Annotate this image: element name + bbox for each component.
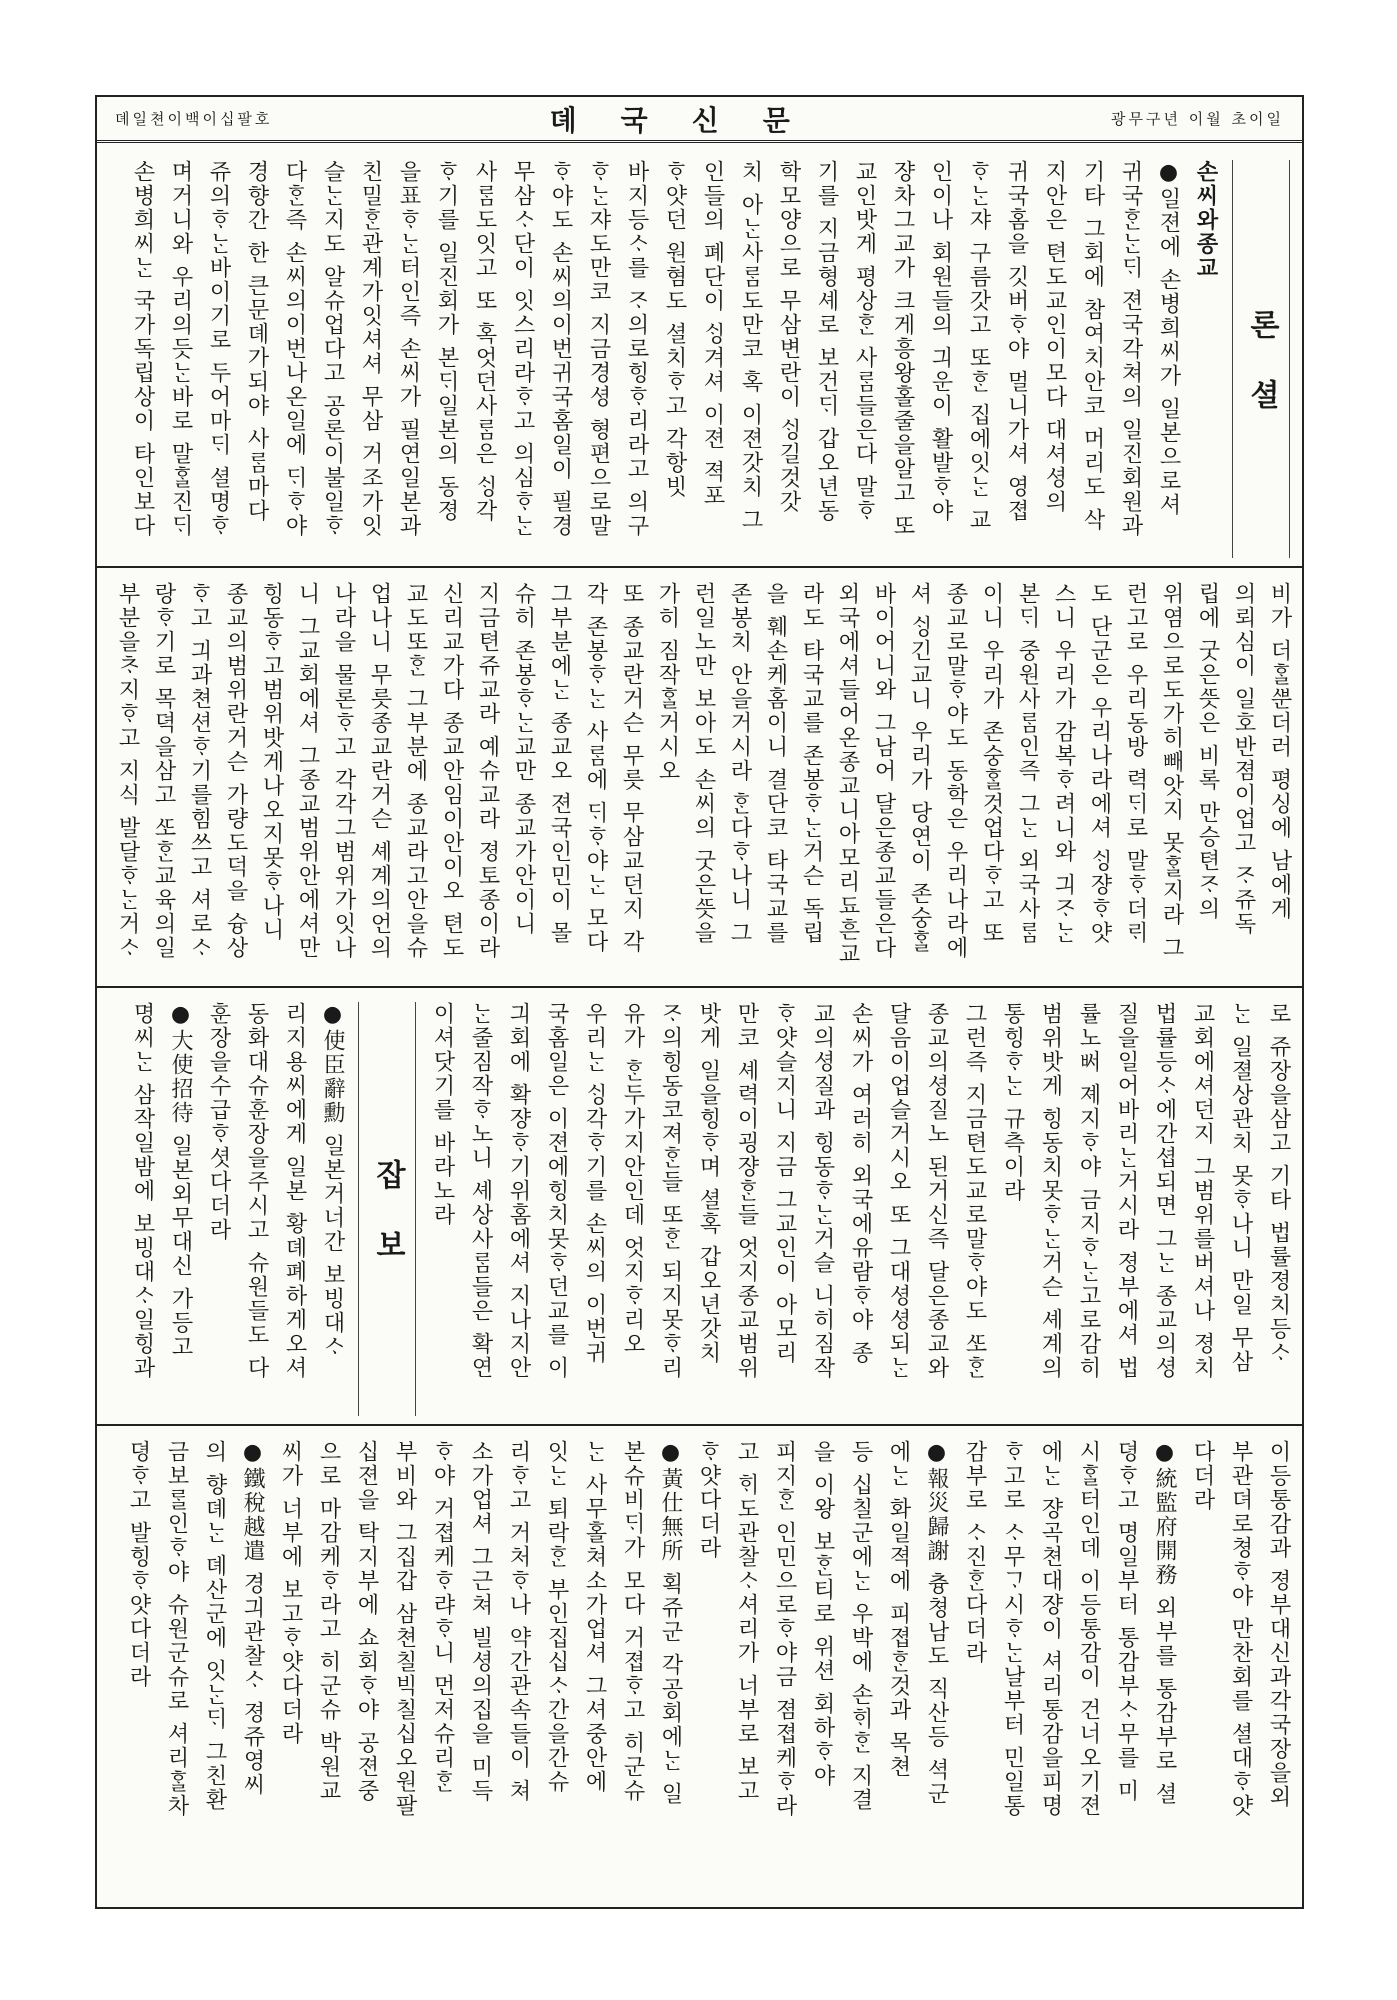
editorial-text-column: 긔회에 확쟝ᄒᆞ기위홈에셔 지나지안 — [506, 1002, 531, 1380]
editorial-text-column: 랑ᄒᆞ기로 목뎍을삼고 ᄯᅩᄒᆞᆫ교육의일 — [151, 582, 176, 960]
editorial-text-column: 존봉치 안을거시라 ᄒᆞᆫ다ᄒᆞ나니 그 — [727, 582, 752, 945]
news-text-column: 다더라 — [1190, 1440, 1215, 1512]
news-text-column: 에ᄂᆞᆫ 쟝곡쳔대쟝이 셔리통감을피명 — [1038, 1440, 1063, 1818]
editorial-text-column: 외국에셔들어온종교니아모리됴흔교 — [835, 582, 860, 966]
editorial-text-column: 률노ᄡᅥ 졔지ᄒᆞ야 금지ᄒᆞᄂᆞᆫ고로감히 — [1076, 1002, 1101, 1380]
editorial-text-column: 슈히 존봉ᄒᆞᄂᆞᆫ교만 종교가안이니 — [511, 582, 536, 936]
editorial-text-column: 그부분에ᄂᆞᆫ 종교오 젼국인민이 몰 — [547, 582, 572, 945]
editorial-text-column: 손씨가 여러히 외국에유람ᄒᆞ야 종 — [848, 1002, 873, 1365]
news-text-column: 이등통감과 졍부대신과각국장을외 — [1266, 1440, 1291, 1809]
editorial-text-column: ᄒᆞᄂᆞᆫ쟈 구름갓고 또ᄒᆞᆫ 집에잇ᄂᆞᆫ 교 — [966, 160, 991, 532]
editorial-text-column: 종교의범위란거슨 가량도덕을 슝상 — [223, 582, 248, 960]
date-line: 광무구년 이월 초이일 — [1111, 110, 1284, 128]
news-text-column: 본슈비ᄃᆡ가 모다 거졉ᄒᆞ고 히군슈 — [620, 1440, 645, 1803]
news-text-column: ●使臣辭勳 일본거너간 보빙대ᄉᆞ — [320, 1002, 345, 1359]
editorial-text-column: 우리ᄂᆞᆫ ᄉᆡᆼ각ᄒᆞ기를 손씨의 이번귀 — [582, 1002, 607, 1365]
editorial-text-column: 귀국ᄒᆞᆫᄂᆞᆫᄃᆡ 젼국각쳐의 일진회원과 — [1118, 160, 1143, 538]
editorial-text-column: 부분을ᄎᆞ지ᄒᆞ고 지식 발달ᄒᆞᄂᆞᆫ거ᄉᆞ — [115, 582, 140, 960]
issue-line: 뎨일쳔이백이십팔호 — [115, 110, 273, 128]
editorial-text-column: 인이나 회원들의 긔운이 활발ᄒᆞ야 — [928, 160, 953, 523]
editorial-text-column: ᄒᆞᄂᆞᆫ쟈도만코 지금경셩 형편으로말 — [586, 160, 611, 538]
editorial-text-column: 립에 굿은ᄯᅳᆺ은 비록 만승텬ᄌᆞ의 — [1195, 582, 1220, 921]
news-text-column: 명씨ᄂᆞᆫ 삼작일밤에 보빙대ᄉᆞ일힝과 — [130, 1002, 155, 1380]
editorial-text-column: 도 단군은 우리나라에셔 ᄉᆡᆼ쟝ᄒᆞ얏 — [1087, 582, 1112, 945]
editorial-text-column: 종교의셩질노 된거신즉 달은종교와 — [924, 1002, 949, 1380]
editorial-text-column: 범위밧게 힝동치못ᄒᆞᄂᆞᆫ거슨 셰계의 — [1038, 1002, 1063, 1380]
editorial-text-column: 교도또ᄒᆞᆫ 그부분에 종교라고안을슈 — [403, 582, 428, 960]
editorial-text-column: 런고로 우리동방 력ᄃᆡ로 말ᄒᆞ더ᄅᆡ — [1123, 582, 1148, 945]
editorial-text-column: 슬ᄂᆞᆫ지도 알슈업다고 공론이불일ᄒᆞ — [320, 160, 345, 538]
editorial-text-column: 기를 지금형셰로 보건ᄃᆡ 갑오년동 — [814, 160, 839, 523]
news-text-column: 등 십칠군에ᄂᆞᆫ 우박에 손ᄒᆡᄒᆞᆫ 지결 — [848, 1440, 873, 1812]
editorial-text-column: 기타 그회에 참여치안코 머리도 삭 — [1080, 160, 1105, 532]
editorial-text-column: 통힝ᄒᆞᄂᆞᆫ 규측이라 — [1000, 1002, 1025, 1203]
editorial-text-column: 가히 짐작ᄒᆞᆯ거시오 — [655, 582, 680, 783]
editorial-text-column: ●일젼에 손병희씨가 일본으로셔 — [1156, 160, 1181, 517]
news-text-column: 피지ᄒᆞᆫ 인민으로ᄒᆞ야금 졈졉케ᄒᆞ라 — [772, 1440, 797, 1818]
editorial-text-column: 유가 ᄒᆞᆫ두가지안인데 엇지ᄒᆞ리오 — [620, 1002, 645, 1356]
editorial-subtitle: 손씨와종교 — [1193, 160, 1219, 280]
editorial-text-column: 런일노만 보아도 손씨의 굿은ᄯᅳᆺ을 — [691, 582, 716, 945]
news-text-column: 부관뎌로쳥ᄒᆞ야 만찬회를 셜대ᄒᆞ얏 — [1228, 1440, 1253, 1818]
editorial-text-column: 스니 우리가 감복ᄒᆞ려니와 긔ᄌᆞᄂᆞᆫ — [1051, 582, 1076, 945]
editorial-text-column: 쟝차그교가 크게흥왕홀줄을알고 또 — [890, 160, 915, 538]
news-text-column: 감부로 ᄉᆞ진ᄒᆞᆫ다더라 — [962, 1440, 987, 1665]
news-text-column: 리ᄒᆞ고 거처ᄒᆞ나 약간관속들이 쳐 — [506, 1440, 531, 1803]
news-text-column: 으로 마감케ᄒᆞ라고 히군슈 박원교 — [316, 1440, 341, 1803]
news-text-column: 부비와 그집갑 삼쳔칠빅칠십오원팔 — [392, 1440, 417, 1818]
editorial-text-column: 지안은 텬도교인이모다 대셔셩의 — [1042, 160, 1067, 514]
editorial-text-column: 손병희씨ᄂᆞᆫ 국가독립상이 타인보다 — [130, 160, 155, 538]
news-text-column: ●大使招待 일본외무대신 가등고 — [168, 1002, 193, 1359]
editorial-text-column: 며거니와 우리의듯ᄂᆞᆫ바로 말ᄒᆞᆯ진ᄃᆡ — [168, 160, 193, 538]
editorial-text-column: 바지등ᄉᆞ를 ᄌᆞ의로힝ᄒᆞ리라고 의구 — [624, 160, 649, 538]
editorial-text-column: 의뢰심이 일호반졈이업고 ᄌᆞ쥬독 — [1231, 582, 1256, 936]
editorial-text-column: 이셔닷기를 바라노라 — [430, 1002, 455, 1227]
news-text-column: 뎡ᄒᆞ고 명일부터 통감부ᄉᆞ무를 미 — [1114, 1440, 1139, 1803]
editorial-text-column: 을 훼손케홈이니 결단코 타국교를 — [763, 582, 788, 945]
editorial-text-column: 교회에셔던지 그범위를버셔나 졍치 — [1190, 1002, 1215, 1380]
editorial-text-column: 치 아ᄂᆞᆫ사ᄅᆞᆷ도만코 혹 이젼갓치 그 — [738, 160, 763, 532]
news-text-column: ●報災歸謝 츙쳥남도 직산등 셕군 — [924, 1440, 949, 1806]
news-text-column: 소가업셔 그근쳐 빌셩의집을 미득 — [468, 1440, 493, 1803]
news-text-column: ᄒᆞ야 거졉케ᄒᆞ랴ᄒᆞ니 먼저슈리ᄒᆞᆫ — [430, 1440, 455, 1794]
editorial-text-column: 경향간 한 큰문뎨가되야 사ᄅᆞᆷ마다 — [244, 160, 269, 523]
editorial-text-column: 니 그교회에셔 그종교범위안에셔만 — [295, 582, 320, 960]
editorial-text-column: 국홈일은 이젼에힝치못ᄒᆞ던교를 이 — [544, 1002, 569, 1380]
editorial-text-column: ᄒᆞ야도 손씨의이번귀국홈일이 필경 — [548, 160, 573, 538]
news-text-column: 뎡ᄒᆞ고 발힝ᄒᆞ얏다더라 — [126, 1440, 151, 1689]
editorial-text-column: 밧게 일을힝ᄒᆞ며 셜혹 갑오년갓치 — [696, 1002, 721, 1365]
editorial-text-column: 업나니 무릇종교란거슨 셰계의언의 — [367, 582, 392, 960]
news-text-column: 금보ᄅᆞᆯ인ᄒᆞ야 슈원군슈로 셔리ᄒᆞᆯ차 — [164, 1440, 189, 1818]
news-text-column: ●鐵稅越遣 경긔관찰ᄉᆞ 졍쥬영씨 — [240, 1440, 265, 1797]
editorial-text-column: ᄌᆞ의힝동코져ᄒᆞᆫ들 또ᄒᆞᆫ 되지못ᄒᆞ리 — [658, 1002, 683, 1380]
editorial-text-column: 법률등ᄉᆞ에간셥되면 그ᄂᆞᆫ 종교의셩 — [1152, 1002, 1177, 1380]
editorial-text-column: ᄒᆞ얏슬지니 지금 그교인이 아모리 — [772, 1002, 797, 1365]
editorial-text-column: 또 종교란거슨 무릇 무삼교던지 각 — [619, 582, 644, 954]
news-text-column: 리지용씨에게 일본 황뎨폐하게오셔 — [282, 1002, 307, 1380]
editorial-text-column: ᄒᆞ기를 일진회가 본ᄃᆡ일본의 동졍 — [434, 160, 459, 523]
news-text-column: ●統監府開務 외부를 통감부로 셜 — [1152, 1440, 1177, 1806]
editorial-continued-section — [97, 568, 1302, 988]
editorial-text-column: ᄒᆞ고 긔과쳔션ᄒᆞ기를힘쓰고 셔로ᄉᆞ — [187, 582, 212, 960]
news-text-column: 시ᄒᆞᆯ터인데 이등통감이 건너오기젼 — [1076, 1440, 1101, 1818]
newspaper-page — [95, 95, 1304, 1909]
editorial-section — [97, 146, 1302, 568]
editorial-heading: 론셜 — [1232, 160, 1290, 558]
news-text-column: ᄒᆞ고로 ᄉᆞ무ᄀᆞ시ᄒᆞᄂᆞᆫ날부터 민일통 — [1000, 1440, 1025, 1818]
editorial-text-column: 본ᄃᆡ 중원사ᄅᆞᆷ인즉 그ᄂᆞᆫ 외국사ᄅᆞᆷ — [1015, 582, 1040, 945]
news-text-column: 십젼을 탁지부에 쇼회ᄒᆞ야 공젼중 — [354, 1440, 379, 1803]
newspaper-title: 뎨국신문 — [549, 103, 834, 137]
editorial-text-column: 각 존봉ᄒᆞᄂᆞᆫ 사ᄅᆞᆷ에 ᄃᆡᄒᆞ야ᄂᆞᆫ 모다 — [583, 582, 608, 954]
editorial-text-column: 지금텬쥬교라 예슈교라 졍토종이라 — [475, 582, 500, 960]
editorial-text-column: ᄂᆞᆫ줄짐작ᄒᆞ노니 셰상사ᄅᆞᆷ들은 확연 — [468, 1002, 493, 1380]
editorial-text-column: 이니 우리가 존숭ᄒᆞᆯ것업다ᄒᆞ고 또 — [979, 582, 1004, 945]
editorial-text-column: 교인밧게 평상ᄒᆞᆫ 사ᄅᆞᆷ들은다 말ᄒᆞ — [852, 160, 877, 523]
news-text-column: 에ᄂᆞᆫ 화일젹에 피졉ᄒᆞᆫ것과 목쳔 — [886, 1440, 911, 1779]
news-heading: 잡보 — [358, 1002, 416, 1416]
news-text-column: 고 ᄒᆡ도관찰ᄉᆞ셔리가 너부로 보고 — [734, 1440, 759, 1803]
editorial-text-column: 만코 셰력이굉쟝ᄒᆞᆫ들 엇지종교범위 — [734, 1002, 759, 1380]
editorial-text-column: 사ᄅᆞᆷ도잇고 또 혹엇던사ᄅᆞᆷ은 ᄉᆡᆼ각 — [472, 160, 497, 523]
editorial-text-column: 친밀ᄒᆞᆫ관계가잇셔셔 무삼 거조가잇 — [358, 160, 383, 538]
editorial-text-column: ᄂᆞᆫ 일졀상관치 못ᄒᆞ나니 만일 무삼 — [1228, 1002, 1253, 1374]
news-text-column: 훈장을수급ᄒᆞ셧다더라 — [206, 1002, 231, 1242]
news-text-column: 의 향뎨ᄂᆞᆫ 뎨산군에 잇ᄂᆞᆫᄃᆡ 그친환 — [202, 1440, 227, 1812]
news-text-column: ᄂᆞᆫ 사무홀쳐소가업셔 그셔중안에 — [582, 1440, 607, 1794]
editorial-text-column: 바이어니와 그남어 달은종교들은다 — [871, 582, 896, 960]
editorial-text-column: 학모양으로 무삼변란이 ᄉᆡᆼ길것갓 — [776, 160, 801, 514]
news-text-column: ᄒᆞ얏다더라 — [696, 1440, 721, 1560]
editorial-text-column: 로 쥬장을삼고 기타 법률졍치등ᄉᆞ — [1266, 1002, 1291, 1365]
editorial-text-column: 종교로말ᄒᆞ야도 동학은 우리나라에 — [943, 582, 968, 960]
editorial-text-column: 위염으로도가히빼앗지 못ᄒᆞᆯ지라 그 — [1159, 582, 1184, 960]
editorial-text-column: 비가 더ᄒᆞᆯᄲᅮᆫ더러 평싱에 남에게 — [1267, 582, 1292, 921]
editorial-text-column: 라도 타국교를 존봉ᄒᆞᄂᆞᆫ거슨 독립 — [799, 582, 824, 945]
editorial-text-column: 그런즉 지금텬도교로말ᄒᆞ야도 ᄯᅩᄒᆞᆫ — [962, 1002, 987, 1380]
editorial-text-column: 교의셩질과 힝동ᄒᆞᄂᆞᆫ거슬 니히짐작 — [810, 1002, 835, 1380]
editorial-text-column: 나라을 물론ᄒᆞ고 각각그범위가잇나 — [331, 582, 356, 960]
editorial-text-column: 인들의 폐단이 ᄉᆡᆼ겨셔 이젼 젹포 — [700, 160, 725, 508]
editorial-text-column: 신리교가다 종교안임이안이오 텬도 — [439, 582, 464, 960]
news-text-column: 잇ᄂᆞᆫ 퇴락ᄒᆞᆫ 부인집십ᄉᆞ간을간슈 — [544, 1440, 569, 1794]
editorial-text-column: 질을일어바리ᄂᆞᆫ거시라 졍부에셔 법 — [1114, 1002, 1139, 1380]
editorial-text-column: 귀국홈을 깃버ᄒᆞ야 멀니가셔 영졉 — [1004, 160, 1029, 523]
news-text-column: 을 이왕 보ᄒᆞᆫ티로 위션 회하ᄒᆞ야 — [810, 1440, 835, 1788]
editorial-text-column: 을표ᄒᆞᄂᆞᆫ터인즉 손씨가 필연일본과 — [396, 160, 421, 538]
news-text-column: 씨가 너부에 보고ᄒᆞ얏다더라 — [278, 1440, 303, 1746]
masthead — [97, 97, 1302, 143]
editorial-text-column: 무삼ᄉᆞ단이 잇스리라ᄒᆞ고 의심ᄒᆞᄂᆞᆫ — [510, 160, 535, 538]
editorial-text-column: 셔 ᄉᆡᆼ긴교니 우리가 당연이 존숭ᄒᆞᆯ — [907, 582, 932, 954]
editorial-text-column: 쥬의ᄒᆞᄂᆞᆫ바이기로 두어마ᄃᆡ 셜명ᄒᆞ — [206, 160, 231, 538]
editorial-text-column: 다ᄒᆞᆫ즉 손씨의이번나온일에 ᄃᆡᄒᆞ야 — [282, 160, 307, 538]
editorial-end-and-news-section — [97, 988, 1302, 1426]
news-section — [97, 1426, 1302, 1905]
editorial-text-column: 힝동ᄒᆞ고범위밧게나오지못ᄒᆞ나니 — [259, 582, 284, 942]
news-text-column: 동화대슈훈장을주시고 슈원들도 다 — [244, 1002, 269, 1380]
editorial-text-column: 달음이업슬거시오 또 그대셩셩되ᄂᆞᆫ — [886, 1002, 911, 1380]
news-text-column: ●黃仕無所 획쥬군 각공회에ᄂᆞᆫ 일 — [658, 1440, 683, 1806]
editorial-text-column: ᄒᆞ얏던 원혐도 셜치ᄒᆞ고 각항빗 — [662, 160, 687, 499]
